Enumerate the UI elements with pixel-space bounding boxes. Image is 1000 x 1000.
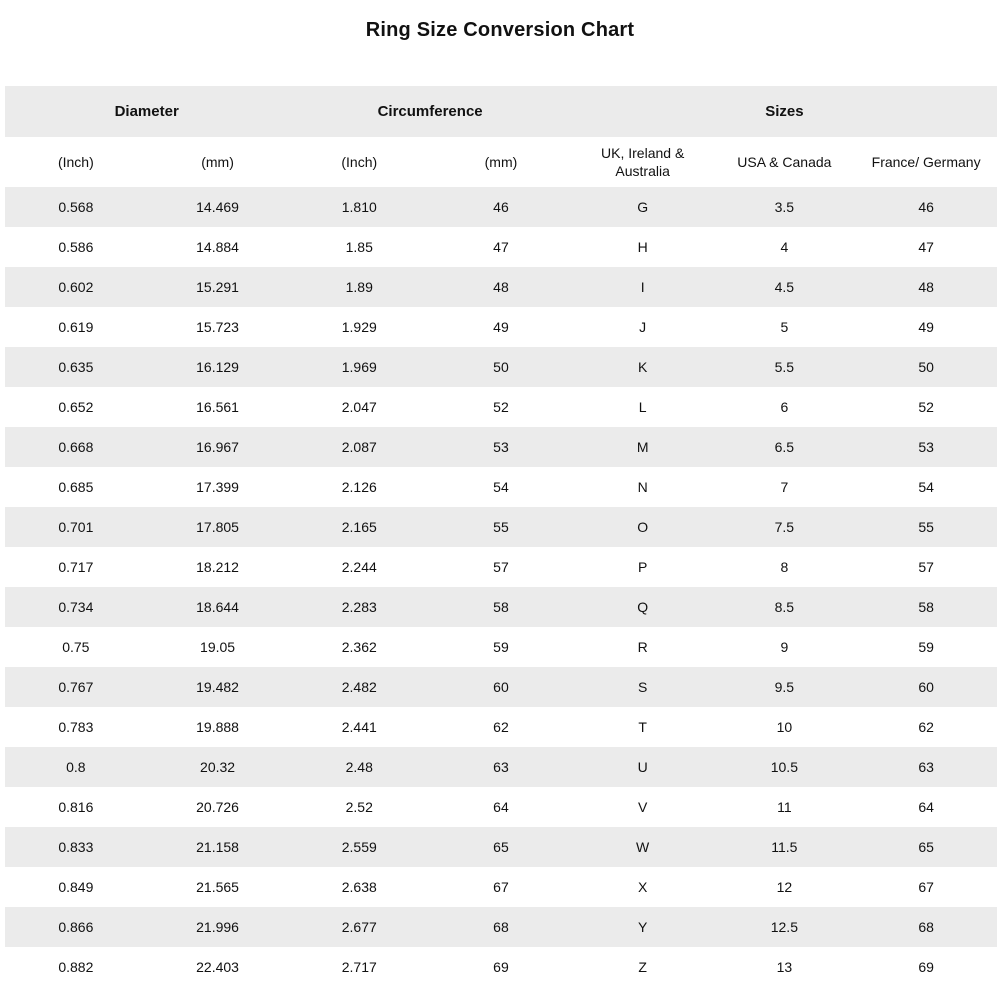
table-cell: 64 xyxy=(855,787,997,827)
table-cell: 22.403 xyxy=(147,947,289,987)
table-cell: 2.638 xyxy=(288,867,430,907)
column-header-usa-canada: USA & Canada xyxy=(714,137,856,187)
table-cell: 64 xyxy=(430,787,572,827)
table-row xyxy=(5,347,997,387)
table-row xyxy=(5,947,997,987)
table-cell: 55 xyxy=(430,507,572,547)
table-cell: 53 xyxy=(430,427,572,467)
table-cell: 5.5 xyxy=(714,347,856,387)
table-cell: 1.929 xyxy=(288,307,430,347)
table-cell: 60 xyxy=(855,667,997,707)
table-row xyxy=(5,187,997,227)
table-cell: 47 xyxy=(855,227,997,267)
table-cell: 2.244 xyxy=(288,547,430,587)
table-header xyxy=(5,86,997,187)
table-cell: 0.833 xyxy=(5,827,147,867)
table-cell: 20.32 xyxy=(147,747,289,787)
table-row xyxy=(5,507,997,547)
table-cell: 0.75 xyxy=(5,627,147,667)
table-cell: 57 xyxy=(430,547,572,587)
table-cell: 19.888 xyxy=(147,707,289,747)
table-cell: Z xyxy=(572,947,714,987)
table-cell: 48 xyxy=(855,267,997,307)
table-cell: 9 xyxy=(714,627,856,667)
table-cell: 62 xyxy=(430,707,572,747)
table-cell: 54 xyxy=(430,467,572,507)
table-cell: 2.087 xyxy=(288,427,430,467)
table-cell: 0.668 xyxy=(5,427,147,467)
table-cell: 6 xyxy=(714,387,856,427)
column-header-france-germany: France/ Germany xyxy=(855,137,997,187)
table-cell: 0.816 xyxy=(5,787,147,827)
table-cell: 47 xyxy=(430,227,572,267)
table-cell: 15.291 xyxy=(147,267,289,307)
table-cell: 1.85 xyxy=(288,227,430,267)
table-cell: 16.967 xyxy=(147,427,289,467)
column-header-row xyxy=(5,137,997,187)
table-cell: W xyxy=(572,827,714,867)
table-cell: 50 xyxy=(430,347,572,387)
table-cell: T xyxy=(572,707,714,747)
table-row xyxy=(5,747,997,787)
table-cell: M xyxy=(572,427,714,467)
table-cell: 6.5 xyxy=(714,427,856,467)
column-header-circumference-mm: (mm) xyxy=(430,137,572,187)
group-header-sizes: Sizes xyxy=(572,86,997,137)
table-row xyxy=(5,627,997,667)
table-cell: 67 xyxy=(430,867,572,907)
table-cell: X xyxy=(572,867,714,907)
table-cell: 8.5 xyxy=(714,587,856,627)
table-cell: 17.805 xyxy=(147,507,289,547)
group-header-circumference: Circumference xyxy=(288,86,571,137)
table-cell: 0.866 xyxy=(5,907,147,947)
table-cell: 53 xyxy=(855,427,997,467)
table-cell: 0.734 xyxy=(5,587,147,627)
table-cell: 50 xyxy=(855,347,997,387)
table-row xyxy=(5,587,997,627)
table-cell: 49 xyxy=(855,307,997,347)
table-cell: 67 xyxy=(855,867,997,907)
table-cell: 2.362 xyxy=(288,627,430,667)
table-cell: 2.047 xyxy=(288,387,430,427)
group-header-diameter: Diameter xyxy=(5,86,288,137)
table-cell: I xyxy=(572,267,714,307)
table-cell: O xyxy=(572,507,714,547)
table-cell: 9.5 xyxy=(714,667,856,707)
table-cell: H xyxy=(572,227,714,267)
table-cell: 12.5 xyxy=(714,907,856,947)
table-cell: Y xyxy=(572,907,714,947)
table-cell: 60 xyxy=(430,667,572,707)
table-row xyxy=(5,427,997,467)
table-cell: 10 xyxy=(714,707,856,747)
table-cell: 7.5 xyxy=(714,507,856,547)
table-cell: 7 xyxy=(714,467,856,507)
table-row xyxy=(5,387,997,427)
table-cell: 62 xyxy=(855,707,997,747)
table-row xyxy=(5,667,997,707)
table-cell: 54 xyxy=(855,467,997,507)
table-cell: 63 xyxy=(430,747,572,787)
table-cell: U xyxy=(572,747,714,787)
table-row xyxy=(5,467,997,507)
table-cell: 14.469 xyxy=(147,187,289,227)
table-cell: 2.165 xyxy=(288,507,430,547)
table-cell: 65 xyxy=(430,827,572,867)
table-cell: 0.849 xyxy=(5,867,147,907)
table-cell: 2.559 xyxy=(288,827,430,867)
table-cell: 0.619 xyxy=(5,307,147,347)
table-cell: 55 xyxy=(855,507,997,547)
table-cell: 0.602 xyxy=(5,267,147,307)
table-row xyxy=(5,707,997,747)
table-cell: 8 xyxy=(714,547,856,587)
table-cell: 0.652 xyxy=(5,387,147,427)
table-cell: L xyxy=(572,387,714,427)
table-cell: Q xyxy=(572,587,714,627)
table-cell: V xyxy=(572,787,714,827)
table-cell: R xyxy=(572,627,714,667)
table-row xyxy=(5,267,997,307)
table-cell: 69 xyxy=(855,947,997,987)
table-cell: 4.5 xyxy=(714,267,856,307)
table-cell: 1.810 xyxy=(288,187,430,227)
table-cell: 13 xyxy=(714,947,856,987)
table-cell: 1.89 xyxy=(288,267,430,307)
table-cell: 20.726 xyxy=(147,787,289,827)
table-cell: 68 xyxy=(430,907,572,947)
table-cell: 5 xyxy=(714,307,856,347)
table-cell: 69 xyxy=(430,947,572,987)
table-cell: 2.441 xyxy=(288,707,430,747)
table-cell: 46 xyxy=(430,187,572,227)
table-cell: 68 xyxy=(855,907,997,947)
table-row xyxy=(5,307,997,347)
table-cell: K xyxy=(572,347,714,387)
table-cell: 0.635 xyxy=(5,347,147,387)
table-cell: 59 xyxy=(430,627,572,667)
column-header-uk-ireland-australia: UK, Ireland & Australia xyxy=(572,137,714,187)
group-header-row xyxy=(5,86,997,137)
table-row xyxy=(5,867,997,907)
table-cell: 14.884 xyxy=(147,227,289,267)
table-cell: S xyxy=(572,667,714,707)
table-cell: 2.48 xyxy=(288,747,430,787)
table-cell: 46 xyxy=(855,187,997,227)
table-cell: 0.586 xyxy=(5,227,147,267)
table-cell: 0.8 xyxy=(5,747,147,787)
table-cell: 15.723 xyxy=(147,307,289,347)
table-cell: 2.482 xyxy=(288,667,430,707)
table-cell: 16.561 xyxy=(147,387,289,427)
table-cell: 10.5 xyxy=(714,747,856,787)
table-row xyxy=(5,547,997,587)
table-cell: 11 xyxy=(714,787,856,827)
page-title: Ring Size Conversion Chart xyxy=(365,19,635,41)
table-cell: 52 xyxy=(855,387,997,427)
table-cell: N xyxy=(572,467,714,507)
table-cell: 21.565 xyxy=(147,867,289,907)
table-cell: 17.399 xyxy=(147,467,289,507)
table-cell: P xyxy=(572,547,714,587)
table-cell: 19.05 xyxy=(147,627,289,667)
table-cell: 65 xyxy=(855,827,997,867)
table-cell: 0.767 xyxy=(5,667,147,707)
table-row xyxy=(5,827,997,867)
table-row xyxy=(5,787,997,827)
table-cell: 21.996 xyxy=(147,907,289,947)
table-cell: 0.701 xyxy=(5,507,147,547)
table-cell: 57 xyxy=(855,547,997,587)
table-cell: J xyxy=(572,307,714,347)
table-cell: 18.212 xyxy=(147,547,289,587)
column-header-diameter-inch: (Inch) xyxy=(5,137,147,187)
ring-size-conversion-table xyxy=(5,86,997,987)
table-cell: 19.482 xyxy=(147,667,289,707)
table-cell: 52 xyxy=(430,387,572,427)
table-cell: 63 xyxy=(855,747,997,787)
table-body xyxy=(5,187,997,987)
table-cell: G xyxy=(572,187,714,227)
table-cell: 0.717 xyxy=(5,547,147,587)
table-cell: 48 xyxy=(430,267,572,307)
table-cell: 2.677 xyxy=(288,907,430,947)
table-cell: 3.5 xyxy=(714,187,856,227)
column-header-diameter-mm: (mm) xyxy=(147,137,289,187)
table-row xyxy=(5,907,997,947)
table-cell: 18.644 xyxy=(147,587,289,627)
table-cell: 2.283 xyxy=(288,587,430,627)
table-cell: 58 xyxy=(855,587,997,627)
table-cell: 2.52 xyxy=(288,787,430,827)
table-cell: 58 xyxy=(430,587,572,627)
table-cell: 12 xyxy=(714,867,856,907)
table-row xyxy=(5,227,997,267)
table-cell: 0.783 xyxy=(5,707,147,747)
table-cell: 59 xyxy=(855,627,997,667)
table-cell: 4 xyxy=(714,227,856,267)
table-cell: 49 xyxy=(430,307,572,347)
table-cell: 1.969 xyxy=(288,347,430,387)
table-cell: 16.129 xyxy=(147,347,289,387)
table-cell: 0.568 xyxy=(5,187,147,227)
table-cell: 0.882 xyxy=(5,947,147,987)
column-header-circumference-inch: (Inch) xyxy=(288,137,430,187)
table-cell: 2.126 xyxy=(288,467,430,507)
table-cell: 0.685 xyxy=(5,467,147,507)
table-cell: 21.158 xyxy=(147,827,289,867)
table-cell: 11.5 xyxy=(714,827,856,867)
table-cell: 2.717 xyxy=(288,947,430,987)
